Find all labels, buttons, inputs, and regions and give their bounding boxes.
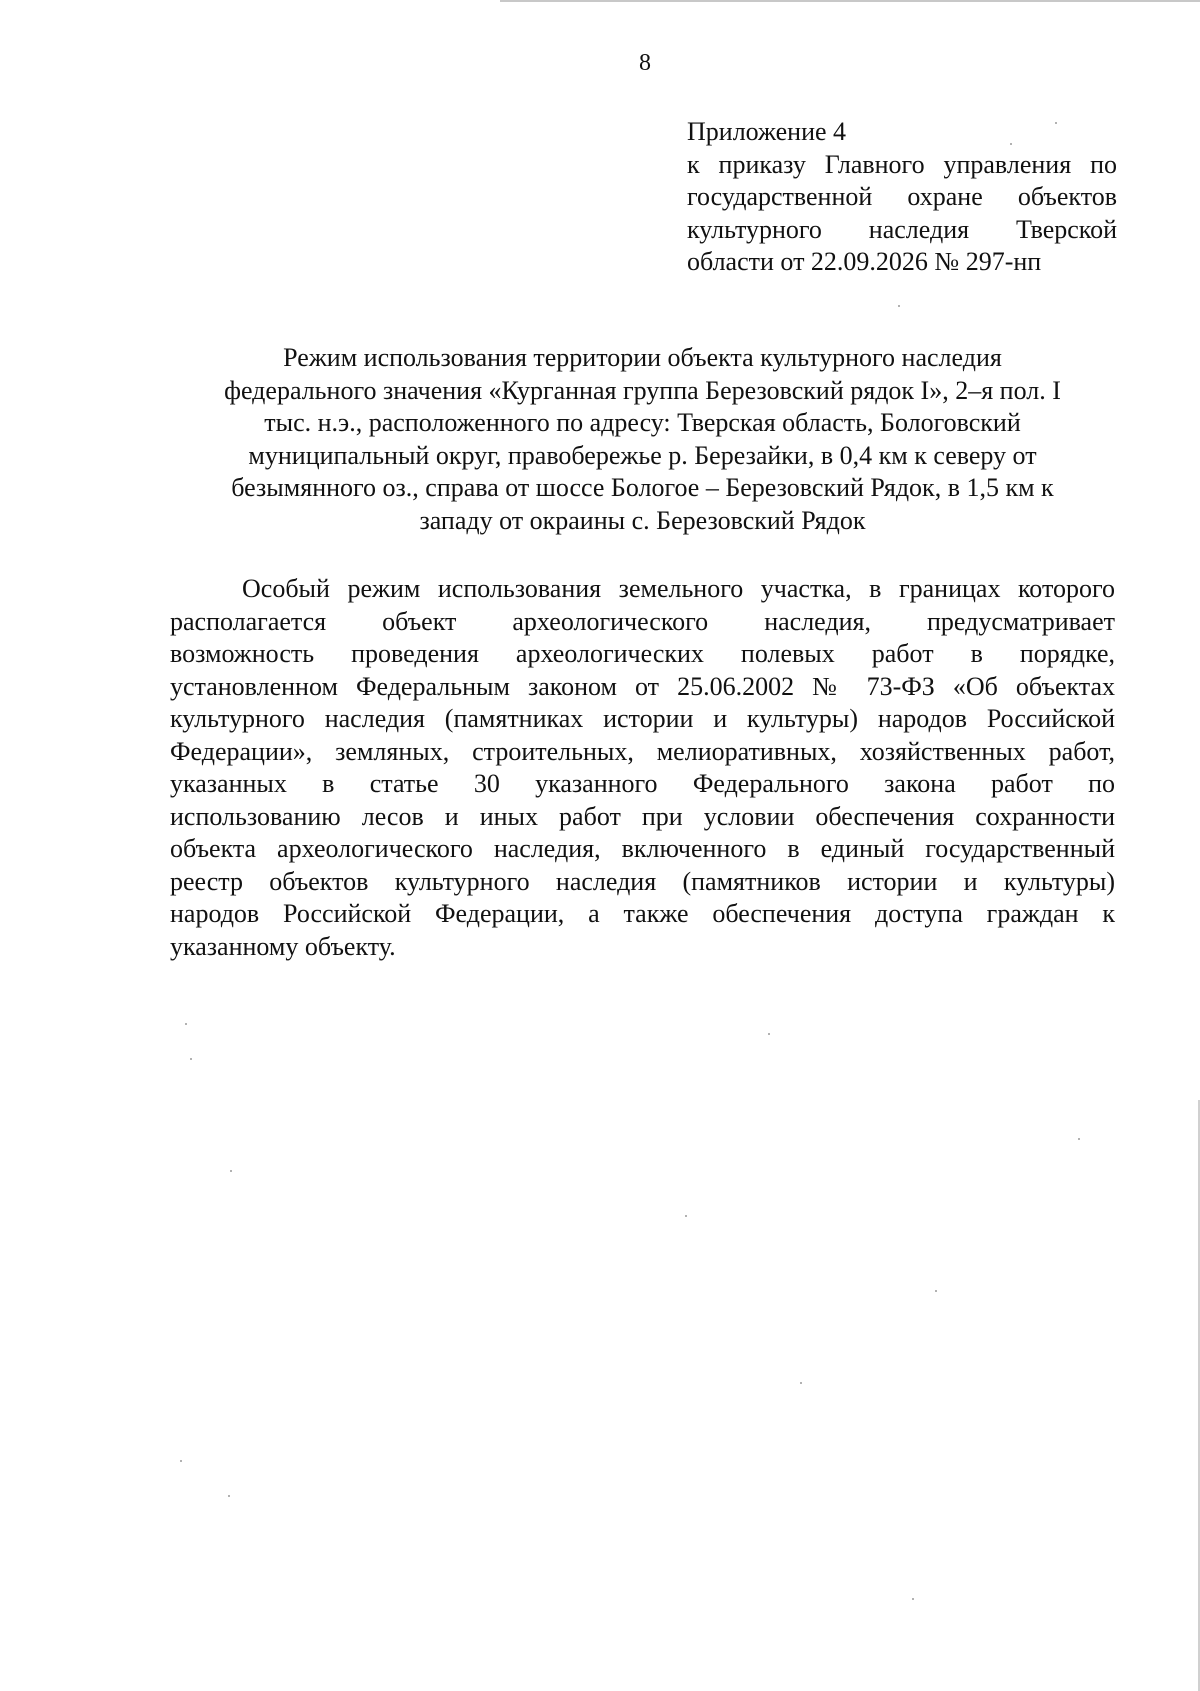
title-line: западу от окраины с. Березовский Рядок bbox=[419, 505, 866, 535]
scan-speck bbox=[1055, 122, 1057, 124]
body-line: народов Российской Федерации, а также обеспечения доступа граждан к bbox=[170, 899, 1115, 928]
scan-speck bbox=[685, 1215, 687, 1217]
body-line: установленном Федеральным законом от 25.06.2002 № 73-ФЗ «Об объектах bbox=[170, 671, 1115, 701]
scan-speck bbox=[1078, 1138, 1080, 1140]
title-line: федерального значения «Курганная группа Березовский рядок I», 2–я пол. I bbox=[224, 375, 1061, 405]
body-line: реестр объектов культурного наследия (памятников истории и культуры) bbox=[170, 866, 1115, 896]
scan-speck bbox=[228, 1495, 230, 1497]
body-line: объекта археологического наследия, включенного в единый государственный bbox=[170, 834, 1115, 863]
scan-speck bbox=[230, 1170, 232, 1172]
scan-speck bbox=[935, 1290, 937, 1292]
title-line: тыс. н.э., расположенного по адресу: Тверская область, Бологовский bbox=[264, 408, 1021, 437]
body-paragraph bbox=[170, 573, 1115, 963]
body-line: Особый режим использования земельного участка, в границах которого bbox=[242, 574, 1115, 603]
appendix-line: культурного наследия Тверской bbox=[687, 214, 1117, 244]
appendix-line: государственной охране объектов bbox=[687, 182, 1117, 211]
scan-speck bbox=[912, 1598, 914, 1600]
scan-speck bbox=[898, 305, 900, 307]
body-line: располагается объект археологического наследия, предусматривает bbox=[170, 606, 1115, 636]
scan-speck bbox=[768, 1033, 770, 1035]
scan-edge-top bbox=[500, 0, 1200, 2]
body-line: возможность проведения археологических полевых работ в порядке, bbox=[170, 639, 1115, 668]
appendix-line: области от 22.09.2026 № 297-нп bbox=[687, 247, 1042, 276]
body-line: указанных в статье 30 указанного Федерального закона работ по bbox=[170, 769, 1115, 798]
title-line: безымянного оз., справа от шоссе Бологое – Березовский Рядок, в 1,5 км к bbox=[231, 473, 1054, 502]
document-title bbox=[160, 342, 1125, 537]
page-number: 8 bbox=[639, 50, 651, 76]
scan-speck bbox=[180, 1460, 182, 1462]
body-line: Федерации», земляных, строительных, мелиоративных, хозяйственных работ, bbox=[170, 736, 1115, 766]
appendix-line: к приказу Главного управления по bbox=[687, 149, 1117, 179]
appendix-header bbox=[687, 116, 1117, 279]
title-line: Режим использования территории объекта культурного наследия bbox=[283, 343, 1002, 372]
body-line: использованию лесов и иных работ при условии обеспечения сохранности bbox=[170, 801, 1115, 831]
title-line: муниципальный округ, правобережье р. Березайки, в 0,4 км к северу от bbox=[248, 440, 1037, 470]
scan-speck bbox=[185, 1023, 187, 1025]
body-line: указанному объекту. bbox=[170, 931, 396, 961]
scan-speck bbox=[1010, 143, 1012, 145]
scan-speck bbox=[800, 1382, 802, 1384]
body-line: культурного наследия (памятниках истории и культуры) народов Российской bbox=[170, 704, 1115, 733]
scan-speck bbox=[190, 1058, 192, 1060]
appendix-line: Приложение 4 bbox=[687, 117, 847, 146]
